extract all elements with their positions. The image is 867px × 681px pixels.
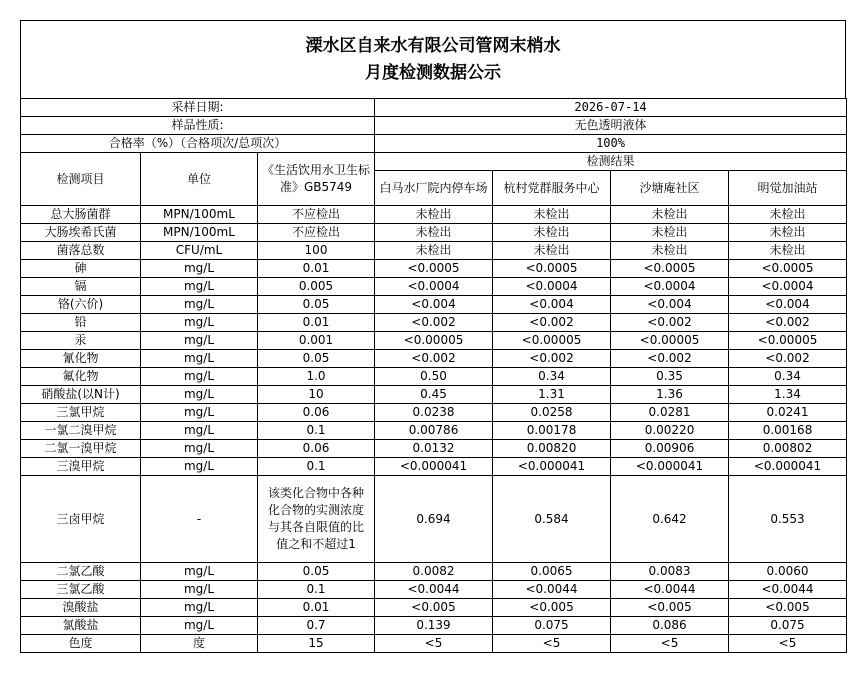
meta-value: 2026-07-14 (375, 99, 847, 117)
table-row (21, 458, 847, 476)
value-cell: <0.004 (375, 296, 493, 314)
standard-cell: 0.05 (258, 296, 375, 314)
value-cell: 0.075 (493, 617, 611, 635)
table-row (21, 242, 847, 260)
header-site: 明觉加油站 (729, 171, 847, 206)
value-cell: <0.0005 (611, 260, 729, 278)
standard-cell: 0.01 (258, 599, 375, 617)
value-cell: 0.00802 (729, 440, 847, 458)
meta-value: 100% (375, 135, 847, 153)
value-cell: <0.000041 (493, 458, 611, 476)
unit-cell: mg/L (141, 563, 258, 581)
standard-cell: 0.005 (258, 278, 375, 296)
item-cell: 二氯一溴甲烷 (21, 440, 141, 458)
value-cell: <0.000041 (375, 458, 493, 476)
meta-row (21, 117, 847, 135)
value-cell: <0.00005 (611, 332, 729, 350)
value-cell: 0.0241 (729, 404, 847, 422)
value-cell: <0.00005 (493, 332, 611, 350)
unit-cell: - (141, 476, 258, 563)
item-cell: 砷 (21, 260, 141, 278)
value-cell: 未检出 (729, 224, 847, 242)
value-cell: 1.31 (493, 386, 611, 404)
table-row (21, 296, 847, 314)
value-cell: <0.002 (729, 314, 847, 332)
value-cell: 未检出 (493, 224, 611, 242)
unit-cell: 度 (141, 635, 258, 653)
unit-cell: mg/L (141, 296, 258, 314)
unit-cell: CFU/mL (141, 242, 258, 260)
value-cell: 0.00168 (729, 422, 847, 440)
table-row (21, 617, 847, 635)
standard-cell: 0.1 (258, 458, 375, 476)
header-row (21, 153, 847, 171)
standard-cell: 该类化合物中各种化合物的实测浓度与其各自限值的比值之和不超过1 (258, 476, 375, 563)
unit-cell: mg/L (141, 404, 258, 422)
value-cell: <0.002 (375, 350, 493, 368)
value-cell: <0.0004 (729, 278, 847, 296)
unit-cell: mg/L (141, 458, 258, 476)
standard-cell: 0.7 (258, 617, 375, 635)
value-cell: 0.34 (729, 368, 847, 386)
value-cell: 未检出 (611, 224, 729, 242)
value-cell: <0.005 (493, 599, 611, 617)
item-cell: 溴酸盐 (21, 599, 141, 617)
value-cell: 未检出 (493, 206, 611, 224)
value-cell: <0.000041 (729, 458, 847, 476)
standard-cell: 15 (258, 635, 375, 653)
value-cell: <0.00005 (729, 332, 847, 350)
value-cell: <0.0005 (729, 260, 847, 278)
item-cell: 三溴甲烷 (21, 458, 141, 476)
value-cell: 0.642 (611, 476, 729, 563)
unit-cell: mg/L (141, 440, 258, 458)
standard-cell: 不应检出 (258, 224, 375, 242)
header-item: 检测项目 (21, 153, 141, 206)
table-row (21, 563, 847, 581)
value-cell: 0.00820 (493, 440, 611, 458)
item-cell: 镉 (21, 278, 141, 296)
value-cell: <0.002 (375, 314, 493, 332)
standard-cell: 0.05 (258, 350, 375, 368)
meta-row (21, 135, 847, 153)
standard-cell: 0.1 (258, 422, 375, 440)
standard-cell: 0.01 (258, 314, 375, 332)
value-cell: 0.0132 (375, 440, 493, 458)
item-cell: 氟化物 (21, 368, 141, 386)
value-cell: 未检出 (729, 206, 847, 224)
header-site: 沙塘庵社区 (611, 171, 729, 206)
item-cell: 硝酸盐(以N计) (21, 386, 141, 404)
value-cell: <0.0044 (611, 581, 729, 599)
unit-cell: mg/L (141, 581, 258, 599)
value-cell: <0.002 (493, 314, 611, 332)
standard-cell: 100 (258, 242, 375, 260)
standard-cell: 10 (258, 386, 375, 404)
table-row (21, 224, 847, 242)
value-cell: 0.075 (729, 617, 847, 635)
value-cell: <5 (493, 635, 611, 653)
value-cell: 未检出 (375, 206, 493, 224)
meta-label: 合格率（%）（合格项次/总项次） (21, 135, 375, 153)
table-row (21, 206, 847, 224)
value-cell: <0.0044 (729, 581, 847, 599)
meta-label: 采样日期: (21, 99, 375, 117)
unit-cell: mg/L (141, 617, 258, 635)
header-site: 白马水厂院内停车场 (375, 171, 493, 206)
table-row (21, 278, 847, 296)
value-cell: 0.0083 (611, 563, 729, 581)
report-title (20, 20, 846, 98)
table-row (21, 581, 847, 599)
standard-cell: 不应检出 (258, 206, 375, 224)
unit-cell: mg/L (141, 332, 258, 350)
item-cell: 一氯二溴甲烷 (21, 422, 141, 440)
item-cell: 总大肠菌群 (21, 206, 141, 224)
value-cell: 0.50 (375, 368, 493, 386)
value-cell: <5 (611, 635, 729, 653)
value-cell: 未检出 (493, 242, 611, 260)
value-cell: 未检出 (375, 224, 493, 242)
value-cell: 0.45 (375, 386, 493, 404)
meta-row (21, 99, 847, 117)
value-cell: 0.0065 (493, 563, 611, 581)
item-cell: 汞 (21, 332, 141, 350)
value-cell: <0.005 (611, 599, 729, 617)
standard-cell: 0.05 (258, 563, 375, 581)
unit-cell: mg/L (141, 386, 258, 404)
results-table-body (21, 99, 847, 653)
value-cell: <0.005 (729, 599, 847, 617)
item-cell: 二氯乙酸 (21, 563, 141, 581)
value-cell: 1.34 (729, 386, 847, 404)
value-cell: 0.0238 (375, 404, 493, 422)
value-cell: <0.0005 (375, 260, 493, 278)
unit-cell: mg/L (141, 350, 258, 368)
header-unit: 单位 (141, 153, 258, 206)
value-cell: <0.004 (729, 296, 847, 314)
item-cell: 色度 (21, 635, 141, 653)
value-cell: 0.35 (611, 368, 729, 386)
unit-cell: mg/L (141, 368, 258, 386)
value-cell: 0.0082 (375, 563, 493, 581)
unit-cell: mg/L (141, 599, 258, 617)
value-cell: <0.0005 (493, 260, 611, 278)
results-table (20, 98, 847, 653)
unit-cell: MPN/100mL (141, 224, 258, 242)
value-cell: <5 (729, 635, 847, 653)
header-standard: 《生活饮用水卫生标准》GB5749 (258, 153, 375, 206)
standard-cell: 0.01 (258, 260, 375, 278)
header-results: 检测结果 (375, 153, 847, 171)
report-sheet (20, 20, 846, 653)
item-cell: 氯酸盐 (21, 617, 141, 635)
unit-cell: mg/L (141, 314, 258, 332)
value-cell: 0.694 (375, 476, 493, 563)
header-site: 杭村党群服务中心 (493, 171, 611, 206)
table-row (21, 368, 847, 386)
value-cell: <0.002 (611, 350, 729, 368)
table-row (21, 332, 847, 350)
value-cell: 0.0258 (493, 404, 611, 422)
value-cell: <0.00005 (375, 332, 493, 350)
value-cell: 0.00906 (611, 440, 729, 458)
unit-cell: mg/L (141, 260, 258, 278)
value-cell: 0.00178 (493, 422, 611, 440)
title-line-2: 月度检测数据公示 (365, 62, 501, 83)
value-cell: <0.0044 (493, 581, 611, 599)
value-cell: <0.004 (611, 296, 729, 314)
item-cell: 铅 (21, 314, 141, 332)
table-row (21, 314, 847, 332)
item-cell: 大肠埃希氏菌 (21, 224, 141, 242)
value-cell: 0.086 (611, 617, 729, 635)
meta-value: 无色透明液体 (375, 117, 847, 135)
table-row (21, 404, 847, 422)
value-cell: 0.0281 (611, 404, 729, 422)
meta-label: 样品性质: (21, 117, 375, 135)
value-cell: 未检出 (375, 242, 493, 260)
item-cell: 三卤甲烷 (21, 476, 141, 563)
value-cell: 0.00220 (611, 422, 729, 440)
value-cell: 0.34 (493, 368, 611, 386)
table-row (21, 635, 847, 653)
table-row (21, 260, 847, 278)
standard-cell: 1.0 (258, 368, 375, 386)
table-row (21, 440, 847, 458)
standard-cell: 0.1 (258, 581, 375, 599)
value-cell: <0.0044 (375, 581, 493, 599)
table-row (21, 422, 847, 440)
value-cell: 0.00786 (375, 422, 493, 440)
value-cell: <0.0004 (375, 278, 493, 296)
value-cell: <0.000041 (611, 458, 729, 476)
value-cell: 0.553 (729, 476, 847, 563)
table-row (21, 386, 847, 404)
item-cell: 菌落总数 (21, 242, 141, 260)
value-cell: 1.36 (611, 386, 729, 404)
standard-cell: 0.06 (258, 404, 375, 422)
title-line-1: 溧水区自来水有限公司管网末梢水 (305, 35, 561, 56)
unit-cell: mg/L (141, 422, 258, 440)
table-row (21, 350, 847, 368)
standard-cell: 0.06 (258, 440, 375, 458)
value-cell: <0.004 (493, 296, 611, 314)
table-row (21, 476, 847, 563)
value-cell: <0.0004 (611, 278, 729, 296)
item-cell: 铬(六价) (21, 296, 141, 314)
item-cell: 氰化物 (21, 350, 141, 368)
standard-cell: 0.001 (258, 332, 375, 350)
value-cell: <5 (375, 635, 493, 653)
value-cell: 未检出 (729, 242, 847, 260)
unit-cell: MPN/100mL (141, 206, 258, 224)
value-cell: <0.002 (493, 350, 611, 368)
item-cell: 三氯乙酸 (21, 581, 141, 599)
unit-cell: mg/L (141, 278, 258, 296)
value-cell: <0.002 (729, 350, 847, 368)
item-cell: 三氯甲烷 (21, 404, 141, 422)
table-row (21, 599, 847, 617)
value-cell: 未检出 (611, 242, 729, 260)
value-cell: <0.0004 (493, 278, 611, 296)
value-cell: 0.0060 (729, 563, 847, 581)
value-cell: <0.005 (375, 599, 493, 617)
value-cell: 0.139 (375, 617, 493, 635)
value-cell: 0.584 (493, 476, 611, 563)
value-cell: 未检出 (611, 206, 729, 224)
value-cell: <0.002 (611, 314, 729, 332)
